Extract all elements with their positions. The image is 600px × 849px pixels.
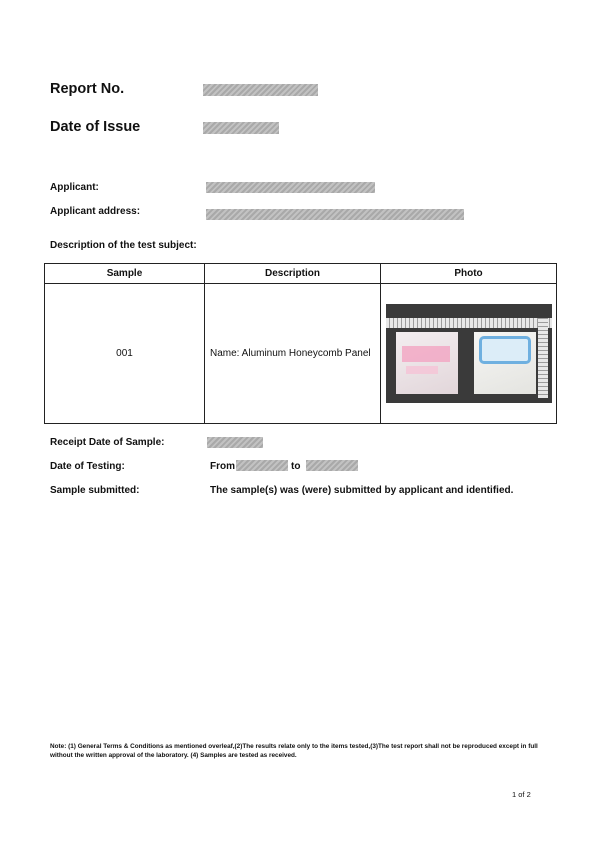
- sample-description-cell: Name: Aluminum Honeycomb Panel: [205, 284, 381, 424]
- applicant-label: Applicant:: [50, 182, 99, 193]
- samples-table: [44, 263, 557, 424]
- applicant-address-redacted: [206, 209, 464, 220]
- testing-from-redacted: [236, 460, 288, 471]
- column-header-sample: Sample: [45, 264, 205, 284]
- sample-submitted-value: The sample(s) was (were) submitted by applicant and identified.: [210, 485, 514, 496]
- pink-panel-image: [396, 332, 458, 394]
- page-number: 1 of 2: [512, 790, 531, 799]
- sample-photo-cell: [381, 284, 557, 424]
- footer-note: Note: (1) General Terms & Conditions as mentioned overleaf,(2)The results relate only to the items tested,(3)The test report shall not be reproduced except in full without the written approval of the laboratory. (4) Samples are tested as received.: [50, 743, 538, 759]
- date-of-issue-label: Date of Issue: [50, 119, 141, 135]
- applicant-address-label: Applicant address:: [50, 206, 141, 217]
- column-header-description: Description: [205, 264, 381, 284]
- test-subject-heading: Description of the test subject:: [50, 240, 197, 251]
- report-no-label: Report No.: [50, 81, 125, 97]
- sample-photo: [386, 304, 552, 403]
- applicant-redacted: [206, 182, 375, 193]
- table-row: [45, 284, 557, 424]
- report-no-redacted: [203, 84, 318, 96]
- testing-to-redacted: [306, 460, 358, 471]
- blue-label-panel-image: [474, 332, 536, 394]
- receipt-date-label: Receipt Date of Sample:: [50, 437, 165, 448]
- table-header-row: [45, 264, 557, 284]
- testing-date-label: Date of Testing:: [50, 461, 125, 472]
- testing-to-word: to: [291, 461, 301, 472]
- receipt-date-redacted: [207, 437, 263, 448]
- column-header-photo: Photo: [381, 264, 557, 284]
- sample-id-cell: 001: [45, 284, 205, 424]
- testing-from-word: From: [210, 461, 235, 472]
- sample-submitted-label: Sample submitted:: [50, 485, 140, 496]
- date-of-issue-redacted: [203, 122, 279, 134]
